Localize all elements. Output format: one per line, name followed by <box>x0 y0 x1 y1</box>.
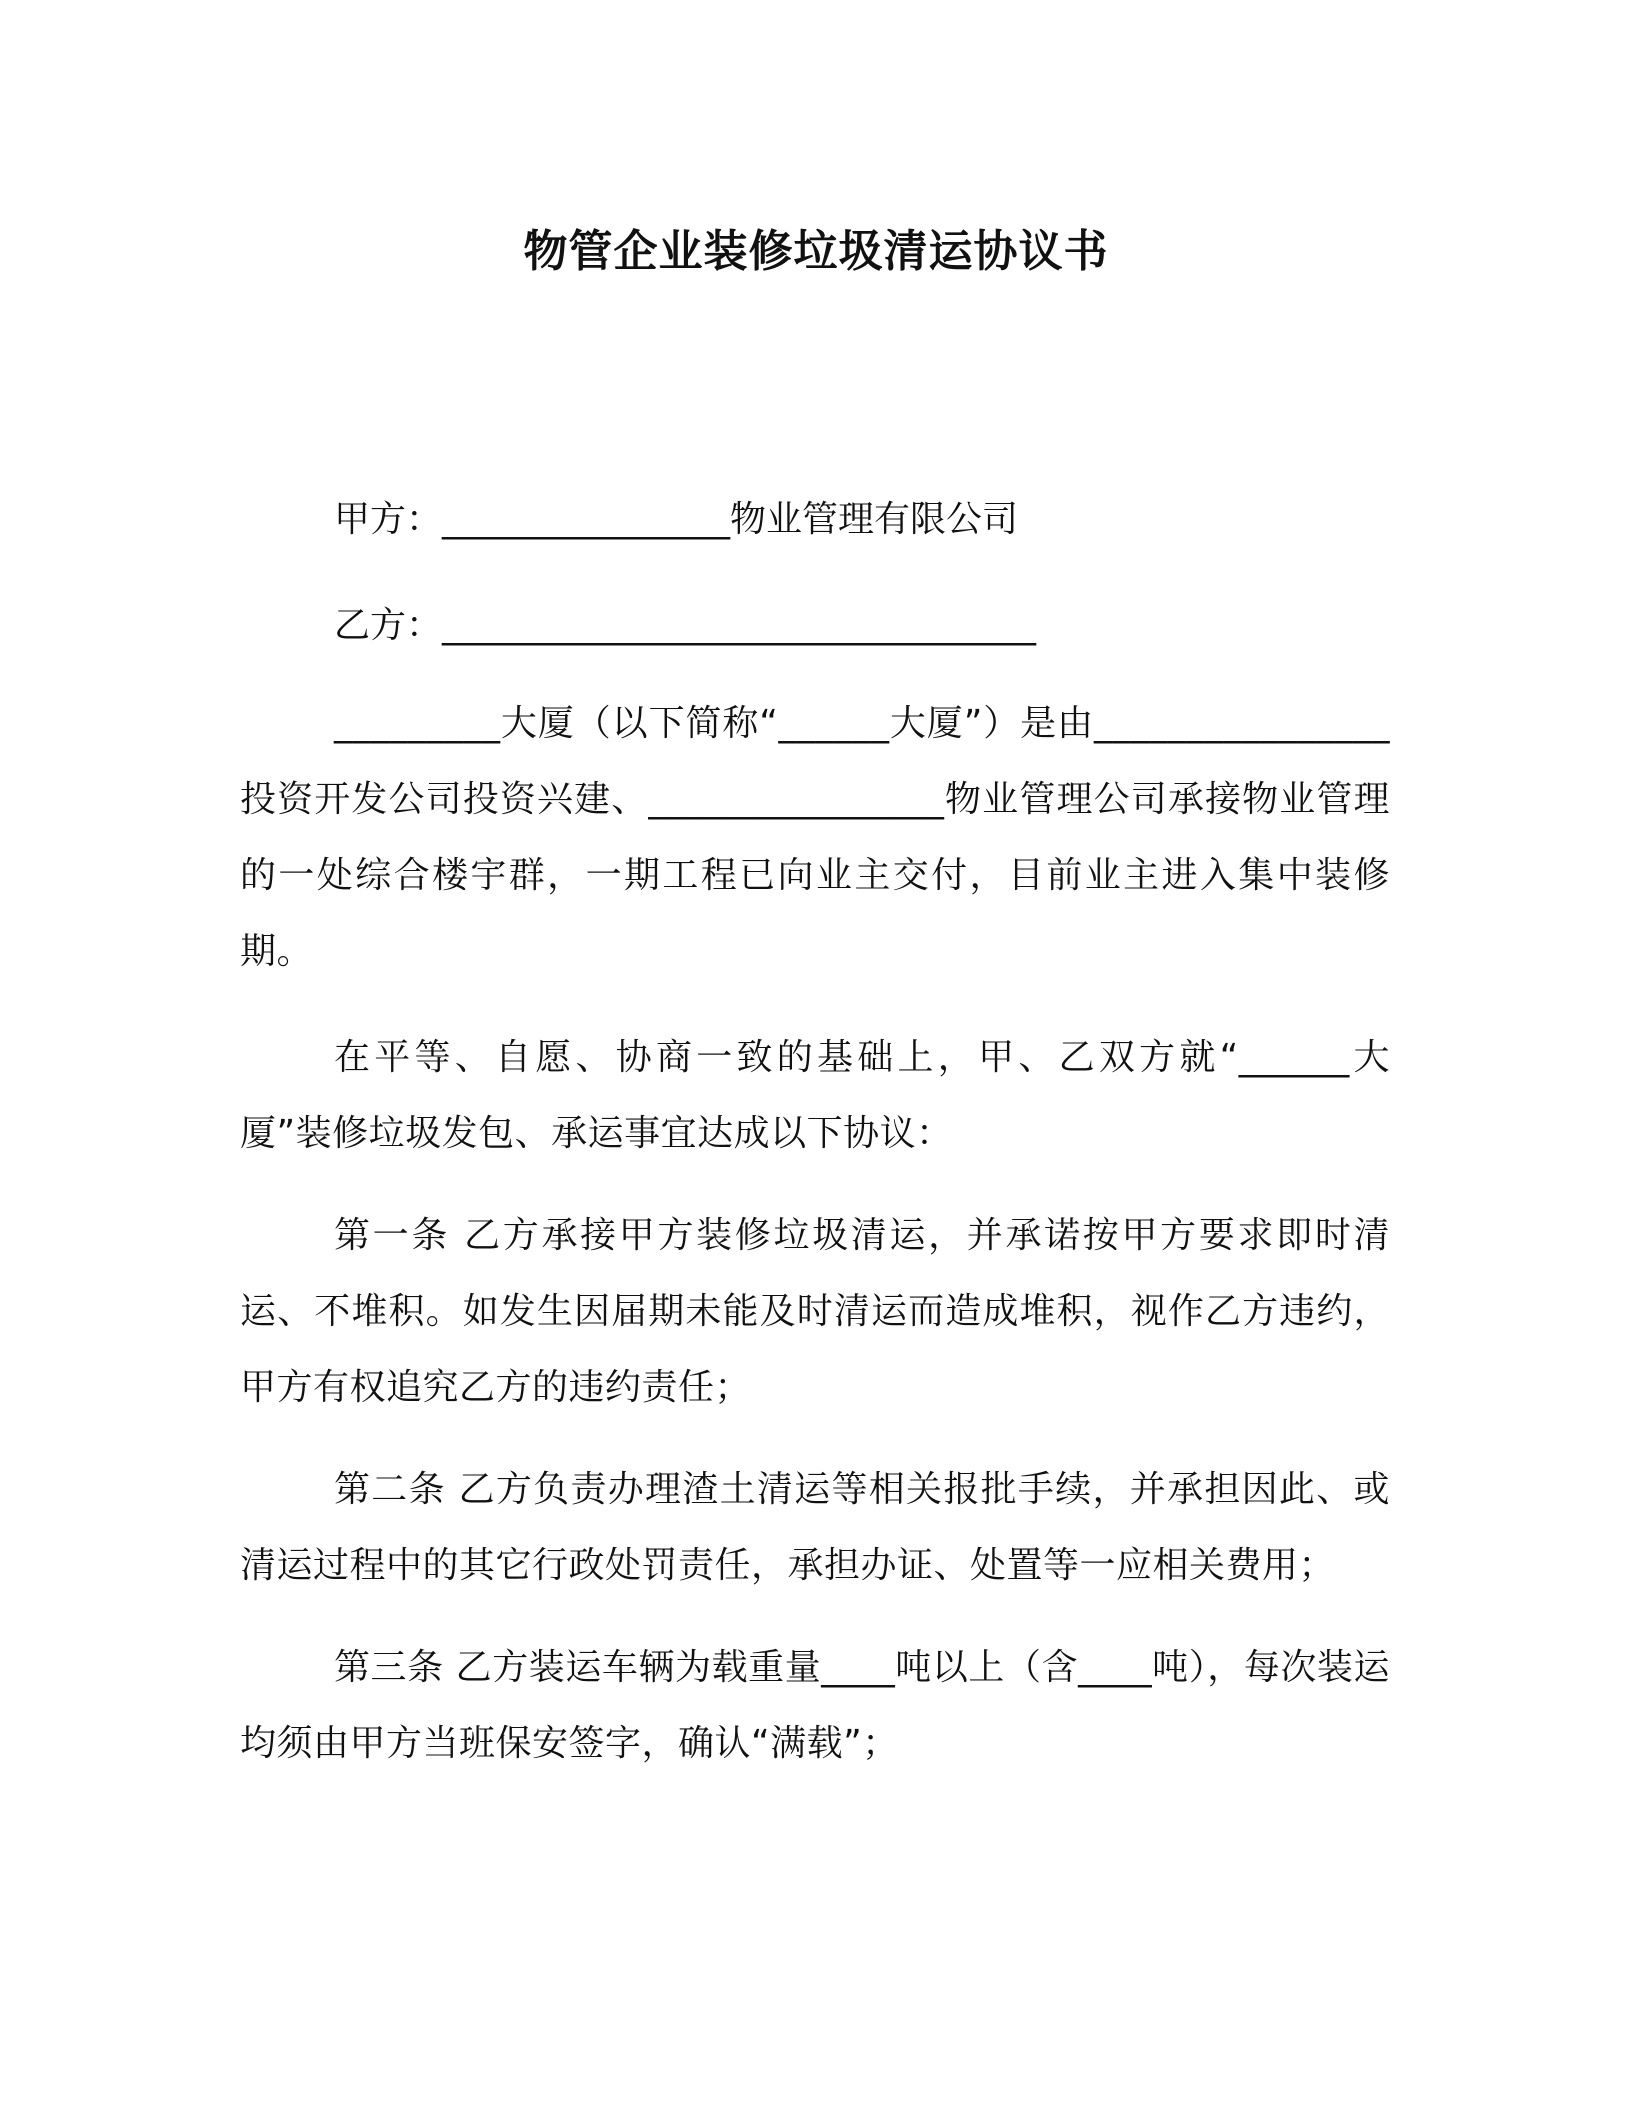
agreement-paragraph: 在平等、自愿、协商一致的基础上，甲、乙双方就“______大厦”装修垃圾发包、承运事宜达成以下协议： <box>240 1037 1390 1154</box>
article-3-paragraph: 第三条 乙方装运车辆为载重量____吨以上（含____吨），每次装运均须由甲方当班保安签字，确认“满载”； <box>240 1647 1390 1764</box>
document-title: 物管企业装修垃圾清运协议书 <box>523 226 1109 277</box>
intro-paragraph: _________大厦（以下简称“______大厦”）是由________________投资开发公司投资兴建、________________物业管理公司承接物业管理的一处综合楼宇群，一期工程已向业主交付，目前业主进入集中装修期。 <box>240 703 1390 972</box>
article-1-paragraph: 第一条 乙方承接甲方装修垃圾清运，并承诺按甲方要求即时清运、不堆积。如发生因届期未能及时清运而造成堆积，视作乙方违约，甲方有权追究乙方的违约责任； <box>240 1215 1390 1408</box>
party-b-line: 乙方：_________________________________ <box>334 605 1037 646</box>
article-2-paragraph: 第二条 乙方负责办理渣土清运等相关报批手续，并承担因此、或清运过程中的其它行政处罚责任，承担办证、处置等一应相关费用； <box>240 1469 1390 1586</box>
party-a-line: 甲方：________________物业管理有限公司 <box>334 499 1019 540</box>
